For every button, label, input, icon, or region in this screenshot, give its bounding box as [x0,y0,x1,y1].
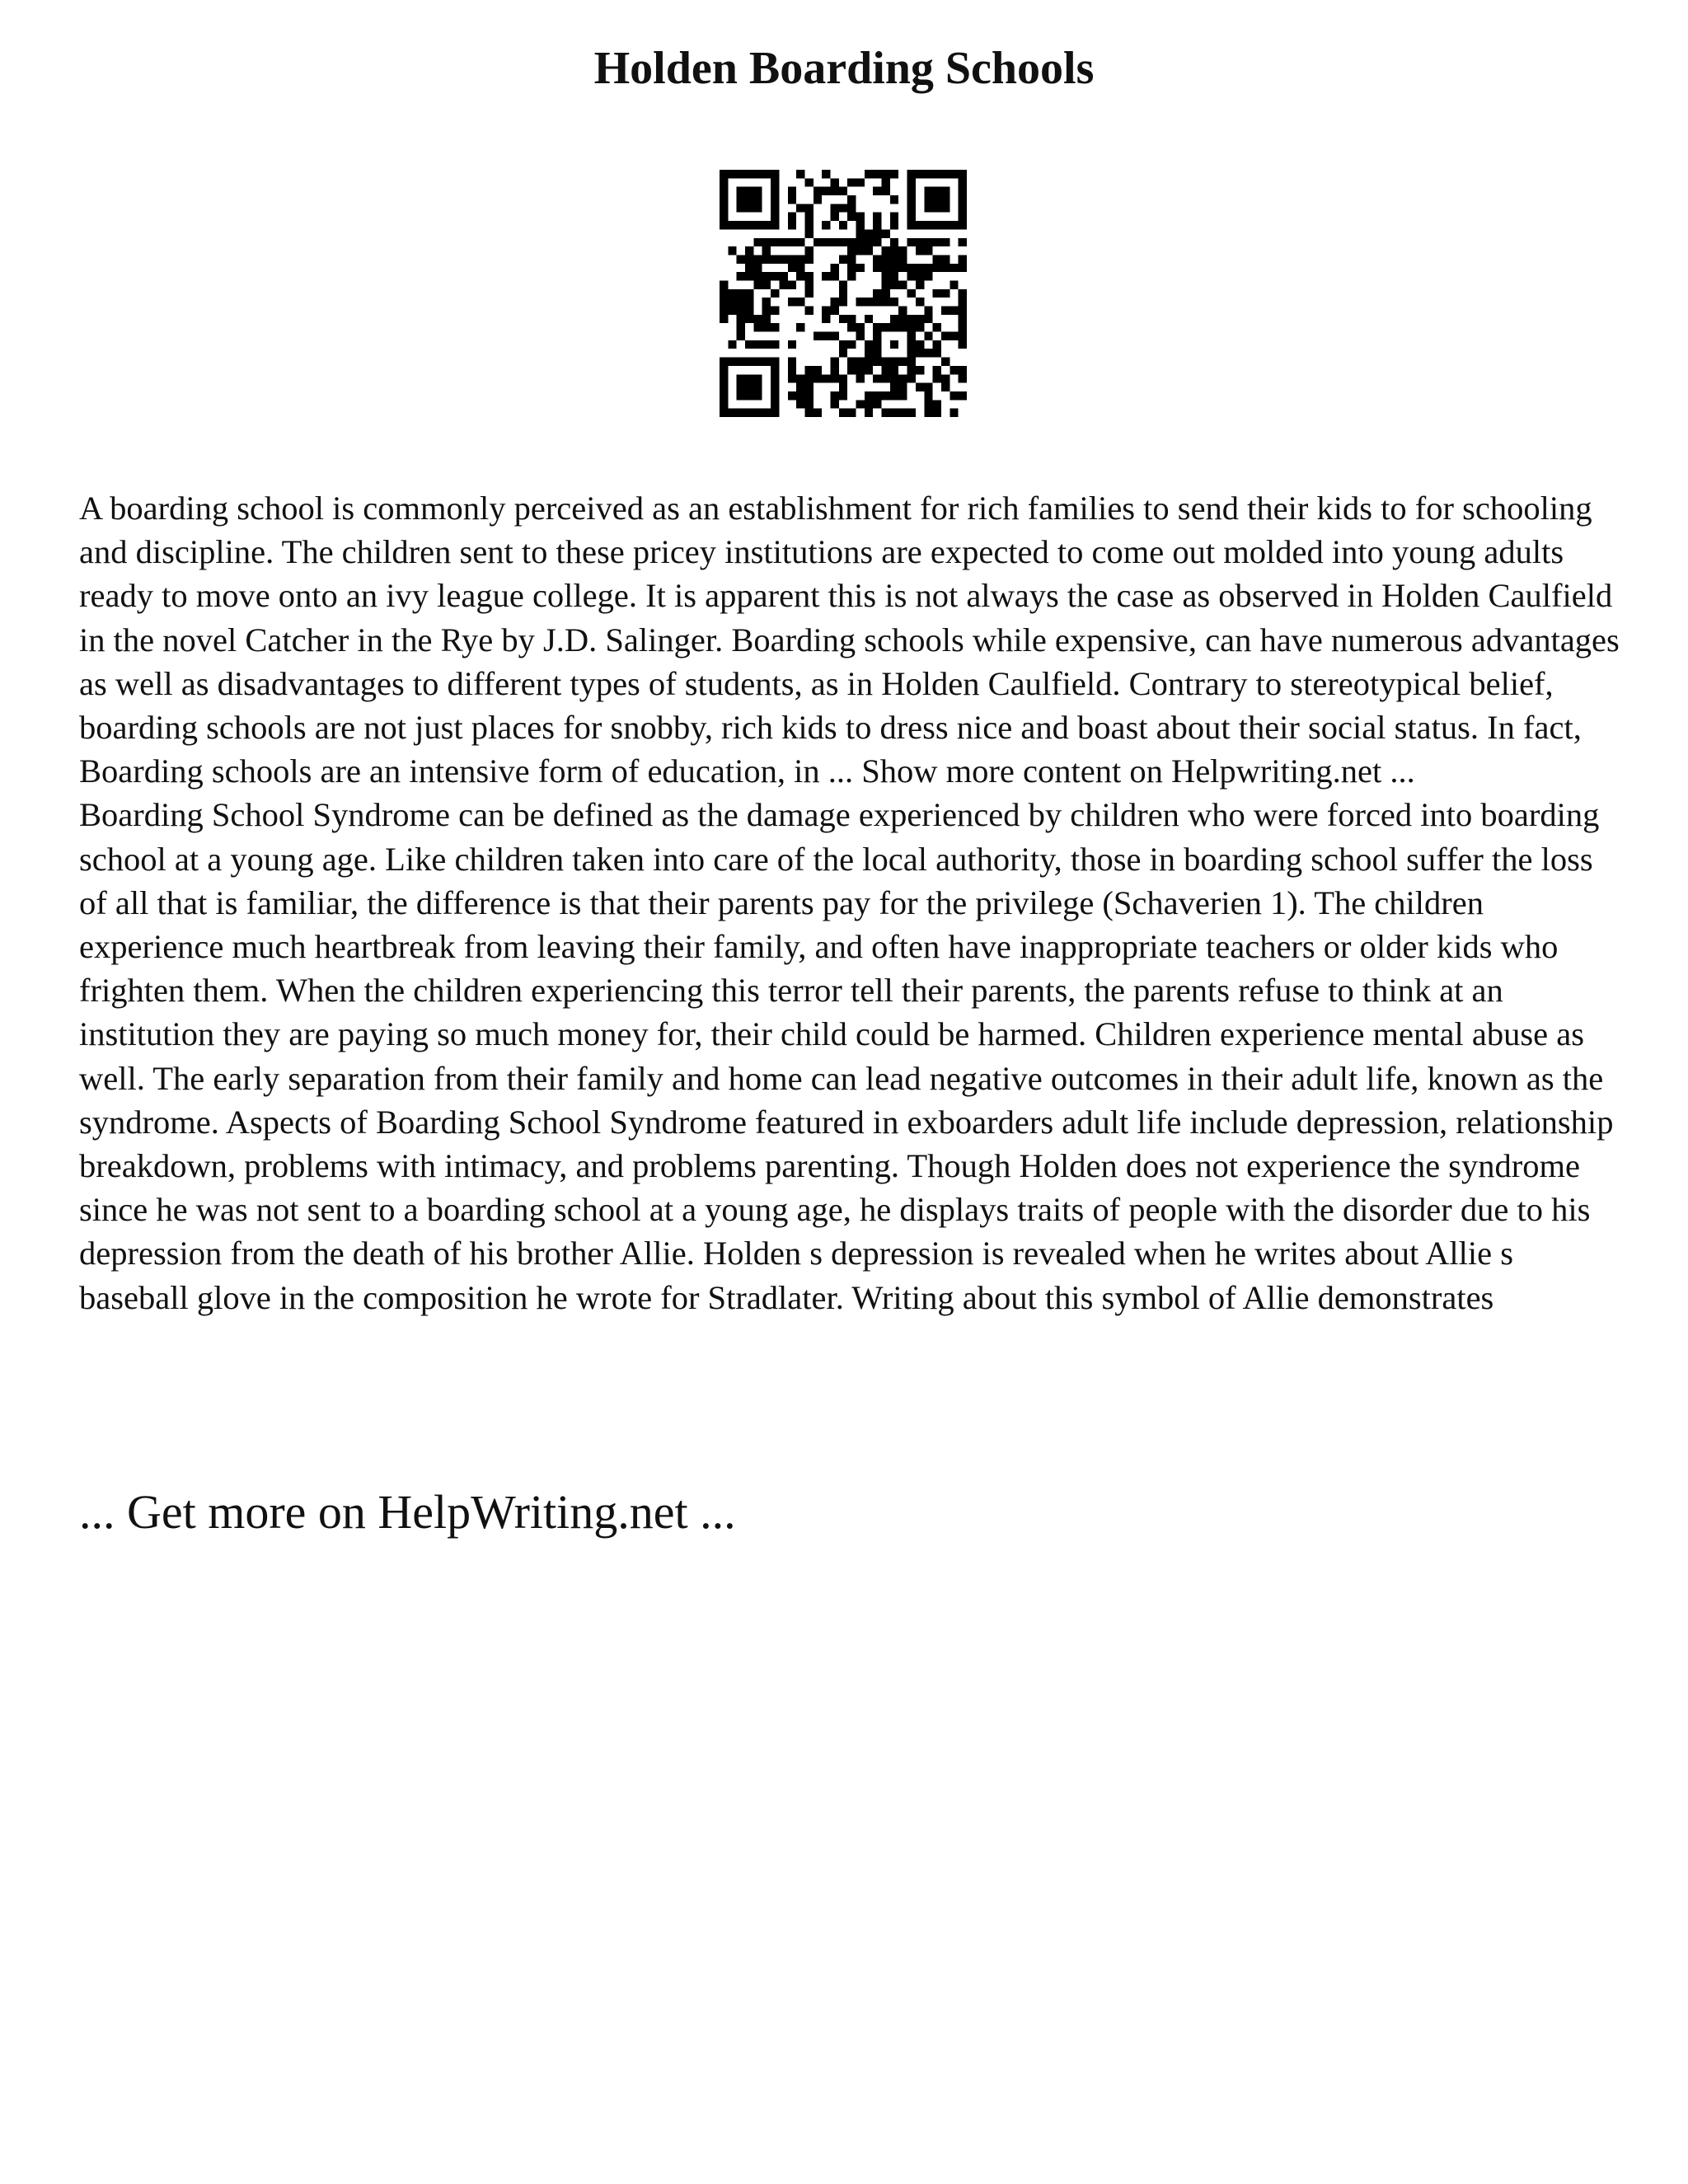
get-more-link[interactable]: ... Get more on HelpWriting.net ... [79,1485,736,1539]
article-body [79,486,1629,1319]
page-title: Holden Boarding Schools [593,43,1095,94]
paragraph-2: Boarding School Syndrome can be defined as the damage experienced by children who were forced into boarding school at a young age. Like children taken into care of the local authority, those in boarding school suffer the loss of all that is familiar, the difference is that their parents pay for the privilege (Schaverien 1). The children experience much heartbreak from leaving their family, and often have inappropriate teachers or older kids who frighten them. When the children experiencing this terror tell their parents, the parents refuse to think at an institution they are paying so much money for, their child could be harmed. Children experience mental abuse as well. The early separation from their family and home can lead negative outcomes in their adult life, known as the syndrome. Aspects of Boarding School Syndrome featured in exboarders adult life include depression, relationship breakdown, problems with intimacy, and problems parenting. Though Holden does not experience the syndrome since he was not sent to a boarding school at a young age, he displays traits of people with the disorder due to his depression from the death of his brother Allie. Holden s depression is revealed when he writes about Allie s baseball glove in the composition he wrote for Stradlater. Writing about this symbol of Allie demonstrates [79,796,1614,1316]
paragraph-1: A boarding school is commonly perceived as an establishment for rich families to send their kids to for schooling and discipline. The children sent to these pricey institutions are expected to come out molded into young adults ready to move onto an ivy league college. It is apparent this is not always the case as observed in Holden Caulfield in the novel Catcher in the Rye by J.D. Salinger. Boarding schools while expensive, can have numerous advantages as well as disadvantages to different types of students, as in Holden Caulfield. Contrary to stereotypical belief, boarding schools are not just places for snobby, rich kids to dress nice and boast about their social status. In fact, Boarding schools are an intensive form of education, in ... Show more content on Helpwriting.net ... [79,490,1620,790]
qr-code-icon [720,170,967,417]
